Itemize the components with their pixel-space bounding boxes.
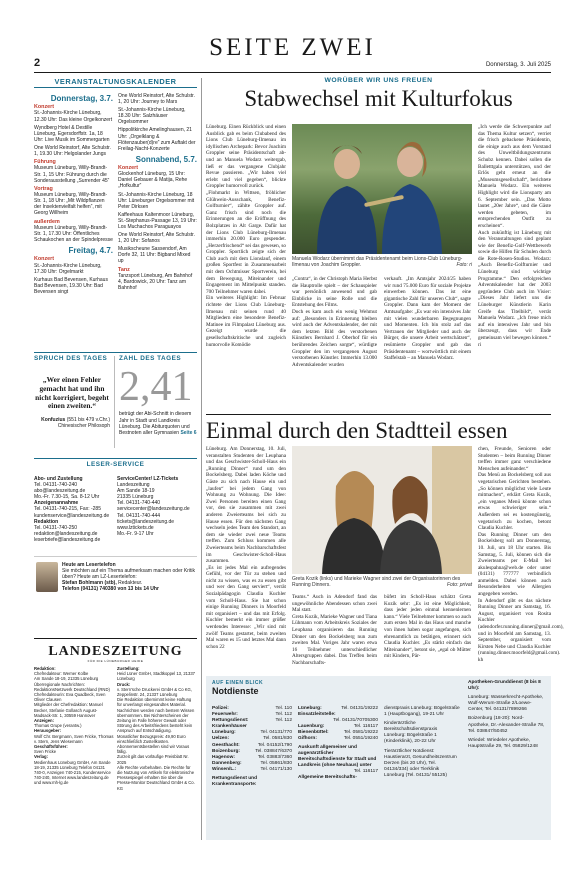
services-col-3 <box>384 706 460 779</box>
story-photo <box>292 124 472 254</box>
day-thursday: Donnerstag, 3.7. <box>50 94 113 103</box>
category-label: Konzert <box>118 164 139 171</box>
event-item: St.-Johannis-Kirche Lüneburg, 18 Uhr: Lüneburger Orgelsommer mit Peter Dirksen <box>118 191 195 210</box>
contact-name: Stefan Bohlmann (stb), <box>62 580 117 587</box>
day-saturday: Sonnabend, 5.7. <box>135 154 197 164</box>
imprint-text: Sven Fricke <box>34 749 57 755</box>
divider <box>34 638 197 639</box>
imprint-text: Alle Rechte vorbehalten. Die Rechte für die Nutzung von Artikeln für elektronische Pressespiegel erhalten Sie über die Presse-Monitor Deutschland GmbH & Co. KG <box>117 764 195 791</box>
service-phone[interactable]: Tel. 04131-740-240 <box>34 482 78 489</box>
story-paragraph: „Flohmarkt in Wittsen, fröhlicher Glühwein-Ausschank, Benefiz-Golfturnier“, zählte Groppler auf. Ganz frisch sind noch die Erinnerungen an die Eröffnung des Bolzplatzes in Alt Garge. Dafür hat der Lions Club Lüneburg-Ilmenau immerhin 20.000 Euro gespendet. „Herzerfrischend“ sei das gewesen, so Groppler. Sportlich zeigte sich der Club auch mit dem Lionslauf, einem großen Sportfest in Zusammenarbeit mit dem Ochtmisser Sportverein, bei dem Bewegung, Miteinander und Engagement im Mittelpunkt standen. 700 Teilnehmer waren dabei. <box>206 189 286 295</box>
caption-text: Manuela Wodarz übernimmt das Präsidentenamt beim Lions-Club Lüneburg-Ilmenau von Joachim Groppler. <box>292 256 463 268</box>
number-value: 2,41 <box>119 364 193 411</box>
contact-heading: Heute am Lesertelefon <box>62 562 116 568</box>
story-headline: Stabwechsel mit Kulturfokus <box>244 86 513 112</box>
quote-author: Konfuzius <box>41 416 66 423</box>
story-photo <box>292 446 472 574</box>
category-label: Konzert <box>34 256 55 263</box>
photo-caption <box>292 256 472 268</box>
pharmacy-heading: Apotheken-Grunddienst (8 bis 8 Uhr): <box>468 680 541 692</box>
divider <box>114 356 115 448</box>
emergency-services-box <box>206 676 551 840</box>
event-item: Wyndberg Hotel & Destille Lüneburg, Egersdorffstr. 1a, 18 Uhr: Live Musik im Sommergarten <box>34 124 110 143</box>
category-label: Führung <box>34 159 56 166</box>
imprint-text: Zurzeit gilt das vorläufige Preisblatt Nr. 2025 <box>117 754 189 765</box>
number-of-day <box>119 356 197 436</box>
service-heading: LESER-SERVICE <box>86 461 145 468</box>
category-label: Vortrag <box>34 185 53 192</box>
service-name: Krankenhäuser <box>212 724 247 730</box>
story-paragraph: Auch zukünftig ist Lüneburg mit den Veranstaltungen sind geplant wie der Benefiz-Golf-Wettbewerb sowie die Hilfen für Schulen durch die Rote-Rosen-Studios. Wodarz: „Auch Benefiz-Golfturnier und Lüneburg sind wichtige Programme.“ Den erfolgreichen Adventskalender hat der 2003 gegründete Club auch im Visier: „Dieses Jahr liefert uns die Lüneburger Künstlerin Karin Greife das Titelbild“, verrät Manuela Wodarz. „Ich freue mich auf ein intensives Jahr und bin überzeugt, dass wir Ende gemeinsam viel bewegen können.“ ri <box>478 229 551 348</box>
imprint-label: Anzeigen: <box>34 718 55 724</box>
imprint-label: Herausgeber: <box>34 728 61 734</box>
service-name: Geesthacht: <box>212 742 240 748</box>
story-paragraph: Greta Kozik, Marieke Wagner und Tiana Lühmann vom Arbeitskreis Soziales der Leuphana organisieren das Running Dinner um den Bockelsberg nun zum zweiten Mal. Voriges Jahr waren etwa 16 Teilnehmer unterschiedlicher Altersgruppen dabei. Das Treffen beim Nachbarschafts- <box>292 613 377 666</box>
service-name: Einsatzleitstelle: <box>298 712 336 718</box>
event-item: Kaffeehaus Kaltenmoor Lüneburg, St.-Stephanus-Passage 13, 19 Uhr: Los Muchachos Paraguayos <box>118 211 197 230</box>
service-phone[interactable]: Tel. 110 <box>275 706 292 711</box>
quote-author-info: (551 bis 479 v.Chr.) Chinesischer Philosoph <box>57 416 110 429</box>
calendar-col-right <box>118 93 197 293</box>
event-item: Museum Lüneburg, Willy-Brandt-Str. 1, 17.30 Uhr: Öffentliches Schaukochen an der Spindelpresse <box>34 224 113 244</box>
service-phone[interactable]: Tel. 04131/770 <box>260 730 292 736</box>
newspaper-logo-sub: FÜR DIE LÜNEBURGER HEIDE <box>87 659 144 663</box>
service-name: Winsen/L.: <box>212 766 237 772</box>
services-col-4 <box>468 680 545 750</box>
service-phone[interactable]: Tel. 116117 <box>353 724 378 730</box>
pharmacy-entry: Wriedel: Wriedeler Apotheke, Hauptstraße 29, Tel. 05829/1248 <box>468 737 538 749</box>
service-name: Auskunft allgemeiner und augenärztlicher Bereitschaftsdienste für Stadt und Landkreis (ohne Neuhaus) unter <box>298 744 377 768</box>
service-name: Lüneburg: <box>212 730 236 736</box>
imprint-text: Am Sande 18-19, 21335 Lüneburg <box>34 676 99 682</box>
service-name: Bienenbüttel: <box>298 730 329 736</box>
newspaper-logo: LANDESZEITUNG <box>48 644 183 659</box>
event-item: St.-Johannis-Kirche Lüneburg, 17.30 Uhr: Orgelmarkt <box>34 262 102 275</box>
event-item: One World Reinstorf, Alte Schulstr. 1, 20 Uhr: Journey to Mars <box>118 93 195 106</box>
imprint-label: Redaktion: <box>34 666 56 671</box>
service-label: Abo- und Zustellung <box>34 476 83 482</box>
imprint-label: Geschäftsführer: <box>34 744 68 750</box>
story-paragraph: Das Menü an Bockelsberg soll aus vegetarischen Gerichten bestehen. „So können möglichst viele Leute mitmachen“, erklärt Greta Kozik, „ein veganes Menü könnte schon etwas schwieriger sein.“ Außerdem sei es kostengünstig, vegetarisch zu kochen, betont Claudia Kuchler. <box>478 472 551 532</box>
story-column <box>478 124 551 348</box>
page-number: 2 <box>34 57 41 69</box>
day-friday: Freitag, 4.7. <box>68 246 113 256</box>
number-link[interactable]: Seite 6 <box>180 430 197 437</box>
imprint-text: Monatlicher Bezugspreis: 49,90 Euro einschließlich Zustellkosten. Abonnementsbestellen sind wir Voraus fällig. <box>117 733 190 755</box>
story-paragraph: chen, Freunde, Senioren oder Studenten – beim Running Dinner treffen immer ganz verschiedene Menschen aufeinander.“ <box>478 446 551 472</box>
event-item: St.-Johannis-Kirche Lüneburg, 12.30 Uhr: Das kleine Orgelkonzert <box>34 110 113 123</box>
service-label: ServiceCenter/ LZ-Tickets <box>117 476 179 482</box>
service-name: Allgemeine Bereitschafts- <box>298 775 357 781</box>
story-paragraph: „Contra“, in der Christoph Maria Herbst die Hauptrolle spielt – der Schauspieler war persönlich anwesend und gab Einblicke in seine Rolle und die Entstehung des Films. <box>292 276 377 309</box>
service-phone[interactable]: Tel. 038847/6370 <box>255 748 292 754</box>
story-column <box>478 446 564 664</box>
service-link[interactable]: www.lztickets.de <box>117 524 154 531</box>
box-heading: Notdienste <box>212 686 259 697</box>
event-item: Glockenhof Lüneburg, 15 Uhr: Daniel Gebauer & Matija, Rehe „Hofkultur“ <box>118 171 188 190</box>
header-rule <box>34 72 551 73</box>
divider <box>34 352 197 353</box>
service-name: Polizei: <box>212 706 229 711</box>
service-name: Lauenburg: <box>298 724 325 730</box>
service-col-right <box>117 476 197 537</box>
story-paragraph: Teams.“ Auch in Adendorf fand das ungewöhnliche Abendessen schon zwei Mal statt. <box>292 594 377 614</box>
imprint-text: Chefredakteur: Werner Kolbe <box>34 671 89 677</box>
service-entry: dienstpraxis Lüneburg: Bögelstraße 1 (Hauptbogang), 19-21 Uhr <box>384 706 460 718</box>
story-column <box>206 446 286 650</box>
number-text: betrügt der Abi-Schnitt in diesem Jahr in Stadt und Landkreis Lüneburg. Die Abiturquoten und Bestnoten aller Gymnasien <box>119 411 192 437</box>
story-column <box>292 594 377 667</box>
service-address: 21335 Lüneburg <box>117 494 154 501</box>
service-address: Am Sande 18-19 <box>117 488 155 495</box>
imprint-col-left <box>34 666 114 786</box>
event-item: One World Reinstorf, Alte Schulstr. 1, 20 Uhr: Sofanos <box>118 232 195 245</box>
imprint-text: Chefredakteurin: Eva Quadbeck, Sven Oliver Clausen <box>34 692 106 703</box>
service-phone[interactable]: Tel. 04131/70705300 <box>333 718 378 724</box>
event-item: Musikscheune Sassendorf, Am Dorfe 32, 11 Uhr: Bigband Mixed up <box>118 246 191 265</box>
imprint-col-right <box>117 666 197 791</box>
photo-caption <box>292 576 472 588</box>
quote-heading: SPRUCH DES TAGES <box>34 355 108 362</box>
contact-phone[interactable]: Telefon (04131) 740380 von 13 bis 14 Uhr <box>62 586 159 593</box>
number-heading: ZAHL DES TAGES <box>119 355 182 362</box>
imprint-label: Zustellung: <box>117 666 140 671</box>
event-item: St.-Johannis-Kirche Lüneburg, 18.30 Uhr: Salzhäuser Orgelsommer <box>118 107 186 126</box>
event-item: Hippolitkirche Amelinghausen, 21 Uhr: „Orgelklang & Flötenzauber(d)re“ zum Auftakt der Freilag-Nacht-Konzerte <box>118 127 196 152</box>
box-kicker: AUF EINEN BLICK <box>212 680 264 686</box>
photo-credit: Foto: ri <box>456 262 472 268</box>
pharmacy-entry: Boizenburg (18-20): Nord-Apotheke, Dr.-Alexander-Straße 78, Tel. 038847/50452 <box>468 716 545 734</box>
imprint-text: Thomas Grupe (verantw.) <box>34 723 82 729</box>
imprint-label: Verlag: <box>34 754 48 760</box>
story-paragraph: Ein weiteres Highlight: Im Februar richtete der Lions Club Lüneburg-Ilmenau mit seinen rund 40 Mitgliedern eine besondere Benefiz-Matinee im Filmpalast Lüneburg aus. Gezeigt wurde die gesellschaftskritische und zugleich humorvolle Komödie <box>206 295 286 348</box>
service-email[interactable]: kundenservice@landeszeitung.de <box>34 512 110 519</box>
divider <box>34 556 197 557</box>
service-phone[interactable]: Tel. 04131-740-250 <box>34 524 78 531</box>
category-label: Konzert <box>34 104 55 110</box>
service-name: Uelzen: <box>212 736 230 742</box>
service-email[interactable]: redaktion@landeszeitung.de <box>34 530 98 537</box>
service-address: Landeszeitung <box>117 482 150 489</box>
event-item: One World Reinstorf, Alte Schulstr. 1, 19.30 Uhr: Helgolander Jungs <box>34 144 111 157</box>
column-divider <box>201 78 202 840</box>
photo-people-illustration <box>292 124 472 254</box>
quote-text: „Wer einen Fehler gemacht hat und ihn nicht korrigiert, begeht einen zweiten.“ <box>35 375 109 411</box>
story-paragraph: Lüneburg. Einen Rückblick und einen Ausblick gab es beim Clubabend des Lions Club Lüneburg-Ilmenau im idyllischen Archepark: Bevor Joachim Groppler seine Präsidentschaft ab- und an Manuela Wodarz weitergab, ließ er das vergangene Clubjahr Revue passieren. „Wir haben viel erlebt und viel gegeben“, blickte Groppler humorvoll zurück. <box>206 124 286 190</box>
service-entry: Tierärztlicher Notdienst: Haustierarzt, Gesundheitszentrum Derzen (bis 20 Uhr), Tel. 04134/334) oder Tierklinik Lüneburg (Tel. 04131/ 55125) <box>384 748 457 778</box>
calendar-heading: VERANSTALTUNGSKALENDER <box>34 79 197 88</box>
story-headline: Einmal durch den Stadtteil essen <box>206 418 508 443</box>
event-item: Tanzsport Lüneburg, Am Bahnhof 4, Bardowick, 20 Uhr: Tanz am Bahnhof <box>118 272 193 292</box>
calendar-col-left <box>34 93 113 297</box>
service-name: Hagenow: <box>212 754 235 760</box>
story-column <box>384 276 471 362</box>
service-phone[interactable]: Tel. 112 <box>275 712 292 718</box>
service-phone[interactable]: Tel. 04152/1790 <box>257 742 292 748</box>
divider <box>206 414 551 415</box>
category-label: außerdem <box>34 218 60 225</box>
pharmacy-entry: Lüneburg: Wasserkrecht-Apotheke, Wulf-Werum-Straße 2/Loewe-Center, Tel. 04131/7899266 <box>468 695 544 713</box>
story-kicker: WORÜBER WIR UNS FREUEN <box>324 77 433 84</box>
story-paragraph: büfett im Scholl-Haus schätzt Greta Kozik sehr: „Es ist eine Möglichkeit, dass jeder jeden einmal kennenlernen kann.“ Viele Teilnehmer kommen so auch zum ersten Mal in das Haus und manche von ihnen haben sogar angefangen, sich ehrenamtlich zu betätigen, erinnert sich Claudia Kuchler. „Es stärkt einfach das Miteinander“, betont sie, „egal ob Mütter mit Kindern, Pär- <box>384 594 472 660</box>
story-paragraph: verkauft. „Im Amtsjahr 2024/25 haben wir rund 75.000 Euro für soziale Projekte einwerben können. Das ist eine gigantische Zahl für unseren Club“, sagte Groppler. Dann kam der Moment der Amtsaufgabe: „Es war ein intensives Jahr mit vielen wunderbaren Begegnungen und Momenten. Ich bin stolz auf das Vertrauen der Mitglieder und auch der Bürger, die unsere Arbeit wertschätzen“, resümierte Groppler und gab das Präsidentenamt – wortwörtlich mit einem Staffelstab – an Manuela Wodarz. <box>384 276 471 362</box>
service-name: Dannenberg: <box>212 760 242 766</box>
service-phone[interactable]: Tel. 04171/130 <box>260 766 292 772</box>
imprint-label: Druck: <box>117 681 131 687</box>
service-phone[interactable]: Tel. 0581/830 <box>263 736 292 742</box>
event-calendar <box>34 77 197 295</box>
reader-service <box>34 461 197 593</box>
event-item: Kurhaus Bad Bevensen, Kurhaus Bad Bevensen, 19.30 Uhr: Bad Bevensen singt <box>34 276 108 295</box>
page-section-title: SEITE ZWEI <box>209 34 376 61</box>
story-column <box>384 594 471 660</box>
service-phone[interactable]: Tel. 116117 <box>353 768 378 774</box>
service-name: Gifhorn: <box>298 736 317 742</box>
story-paragraph: Lüneburg. Am Donnerstag, 10. Juli, veranstalten Studenten der Leuphana und das Geschwister-Scholl-Haus ein „Running Dinner“ rund um den Bockelsberg. Dabei laden Köche und Gäste zu sich nach Hause ein und „laufen“ bei jedem Gang von Wohnung zu Wohnung. Die Idee: Zwei Personen bereiten einen Gang vor, den sie zusammen mit zwei anderen Zweierteams bei sich zu Hause essen. Für den nächsten Gang wechseln jedes Team den Standort, an dem sie wieder zwei neue Teams treffen. Zum Schluss kommen alle Zweierteams beim Nachbarschaftsfest im Geschwister-Scholl-Haus zusammen. <box>206 446 286 565</box>
service-phone[interactable]: Tel. 04131-740-444 <box>117 512 161 519</box>
service-phone[interactable]: Tel. 0581/19222 <box>343 730 378 736</box>
service-col-left <box>34 476 114 543</box>
imprint <box>34 644 197 791</box>
services-col-2 <box>298 706 378 781</box>
service-phone[interactable]: Tel. 04131-740-440 <box>117 500 161 507</box>
service-phone[interactable]: Tel. 04131/19222 <box>341 706 378 711</box>
service-hours: Mo.-Fr. 7.30-15, Sa. 8-12 Uhr <box>34 494 100 501</box>
story-lions-club <box>206 78 551 112</box>
service-email[interactable]: servicecenter@landeszeitung.de <box>117 506 190 513</box>
imprint-text: Medienhaus Lüneburg GmbH, Am Sande 18-19, 21335 Lüneburg Telefon 04131 740-0, Anzeigen 740-215, Kundenservice 740-240, Internet www.landeszeitung.de und www.mh-lg.de <box>34 759 111 786</box>
service-label: Redaktion <box>34 518 59 525</box>
service-phone[interactable]: Tel. 0551/19240 <box>343 736 378 742</box>
page-date: Donnerstag, 3. Juli 2025 <box>485 62 551 68</box>
quote-of-day <box>34 356 110 429</box>
service-phone[interactable]: Tel. 112 <box>275 718 292 724</box>
service-name: Feuerwehr: <box>212 712 238 718</box>
imprint-text: Überregionale Nachrichten: RedaktionsNetzwerk Deutschland (RND) <box>34 681 110 692</box>
story-paragraph: Doch es kam auch ein wenig Wehmut auf: „Besonders in Erinnerung bleiben wird auch der Adventskalender, der mit dem letzten Bild des verstorbenen Künstlers Bernhard J. Oberhof für ein berührendes Zeichen sorgte“, würdigte Groppler den im vergangenen August verstorbenen Künstler. Immerhin 13.000 Adventskalender wurden <box>292 308 377 368</box>
services-col-1 <box>212 706 292 788</box>
contact-role: Redakteur. <box>118 580 143 587</box>
service-phone[interactable]: Tel. 03883/7360 <box>257 754 292 760</box>
service-name: Lüneburg: <box>298 706 322 711</box>
event-item: Museum Lüneburg, Willy-Brandt-Str. 1, 18 Uhr: „Mit Wildpflanzen der Insektenvielfalt helfen“, mit Georg Willheim <box>34 192 108 217</box>
photo-credit: Foto: privat <box>446 582 472 588</box>
contact-photo <box>36 562 58 592</box>
service-phone[interactable]: Tel. 05861/830 <box>260 760 292 766</box>
event-item: Museum Lüneburg, Willy-Brandt-Str. 1, 15 Uhr: Führung durch die Sonderausstellung „Surrender 45“ <box>34 165 110 184</box>
service-email[interactable]: abo@landeszeitung.de <box>34 488 86 495</box>
service-email[interactable]: tickets@landeszeitung.de <box>117 518 175 525</box>
service-entry: Kinderärztliche Bereitschaftsdienstpraxis Lüneburg: Bögelstraße 1 (Kinderklinik), 20-22 Uhr <box>384 721 438 745</box>
service-name: Boizenburg: <box>212 748 240 754</box>
service-name: Rettungsdienst und Krankentransporte: <box>212 776 258 788</box>
contact-box <box>62 562 197 592</box>
story-paragraph: „Ich werde die Schwerpunkte auf das Thema Kultur setzen“, verriet die frisch gebackene Präsidentin, die einige auch aus dem Vorstand des Unweltbildungszentrums Schubz kennen. Dabei sollen die Balletttgala unterstützen, und der Erlös geht erneut an die „Museumsgesellschaft“, berichtete Manuela Wodarz. Ein weiteres Highlight wird die Lionsparty am 6. September sein. „Das Motto lautet „20er Jahre“, und die Gäste werden gebeten, im entsprechenden Outfit zu erscheinen“. <box>478 124 551 229</box>
imprint-text: Mitglieder der Chefredaktion: Manuel Becker, Stefanie Gollasch August-Madsack-Str. 1, 30559 Hannover <box>34 702 103 718</box>
story-paragraph: Das Running Dinner um den Bockelsberg soll am Donnerstag, 10. Juli, um 18 Uhr starten. Bis Samstag, 5. Juli, können sich die Zweierteams per E-Mail bei akulespahna@web.de oder unter (04131) 777777 verbindlich anmelden. Dabei können auch Besonderheiten wie Allergien angegeben werden. <box>478 531 551 598</box>
service-label: Anzeigenannahme <box>34 500 79 507</box>
contact-text: Sie möchten auf ein Thema aufmerksam machen oder Kritik üben? Heute am LZ-Lesertelefon: <box>62 568 196 581</box>
divider <box>34 458 197 459</box>
imprint-text: v. Stern'sche Druckerei GmbH & Co KG, Zeppelinstr. 24, 21337 Lüneburg <box>117 686 192 698</box>
category-label: Tanz <box>118 266 130 273</box>
story-column <box>206 124 286 348</box>
story-paragraph: „Es ist jedes Mal ein aufregendes Gefühl, vor der Tür zu stehen und nicht zu wissen, was es zu essen gibt und wer den Gang serviert“, verrät Sozialpädagogin Claudia Kuchler vom Scholl-Haus. Sie hat schon einige Running Dinners in Moorfeld mit organisiert – und das mit Erfolg. Kuchler bemerkt ein immer größer werdendes Interesse: „Wir sind mit zwölf Teams gestartet, beim zweiten Mal waren es 15 und letztes Mal dann schon 22 <box>206 564 286 650</box>
story-paragraph: In Adendorf gibt es das nächste Running Dinner am Samstag, 16. August, organisiert von Rosita Kuchler (adendorfer.running.dinner@gmail.com), und in Moorfeld am Samstag, 13. September, organisiert vom Kirsten Nebe und Claudia Kuchler (running.dinner.moorfeld@gmail.com). kh <box>478 597 564 663</box>
service-name: Rettungsdienst: <box>212 718 249 724</box>
photo-people-illustration <box>292 446 472 574</box>
service-email[interactable]: leserbriefe@landeszeitung.de <box>34 536 101 543</box>
imprint-text: Wolf Chr. Bergmann, Sven Fricke, Thomas v. Stern, Jens Wiesemann <box>34 733 114 744</box>
caption-text: Greta Kozik (links) und Marieke Wagner sind zwei der Organisatorinnen des Running Dinners. <box>292 576 461 588</box>
story-column <box>292 276 377 368</box>
service-phone[interactable]: Tel. 04131-740-215, Fax: -285 <box>34 506 101 513</box>
imprint-text: Heid Lüner GmbH, Stadtkoppel 13, 21337 Lüneburg <box>117 671 195 682</box>
imprint-text: Die Redaktion übernimmt keine Haftung für unverlangt eingesandtes Material. Nachrichten werden nach bestem Wissen übernommen. Bei Nichterscheinen der Zeitung im Falle höherer Gewalt oder Störung des Arbeitsfriedens besteht kein Anspruch auf Entschädigung. <box>117 697 195 734</box>
service-hours: Mo.-Fr. 9-17 Uhr <box>117 530 154 537</box>
